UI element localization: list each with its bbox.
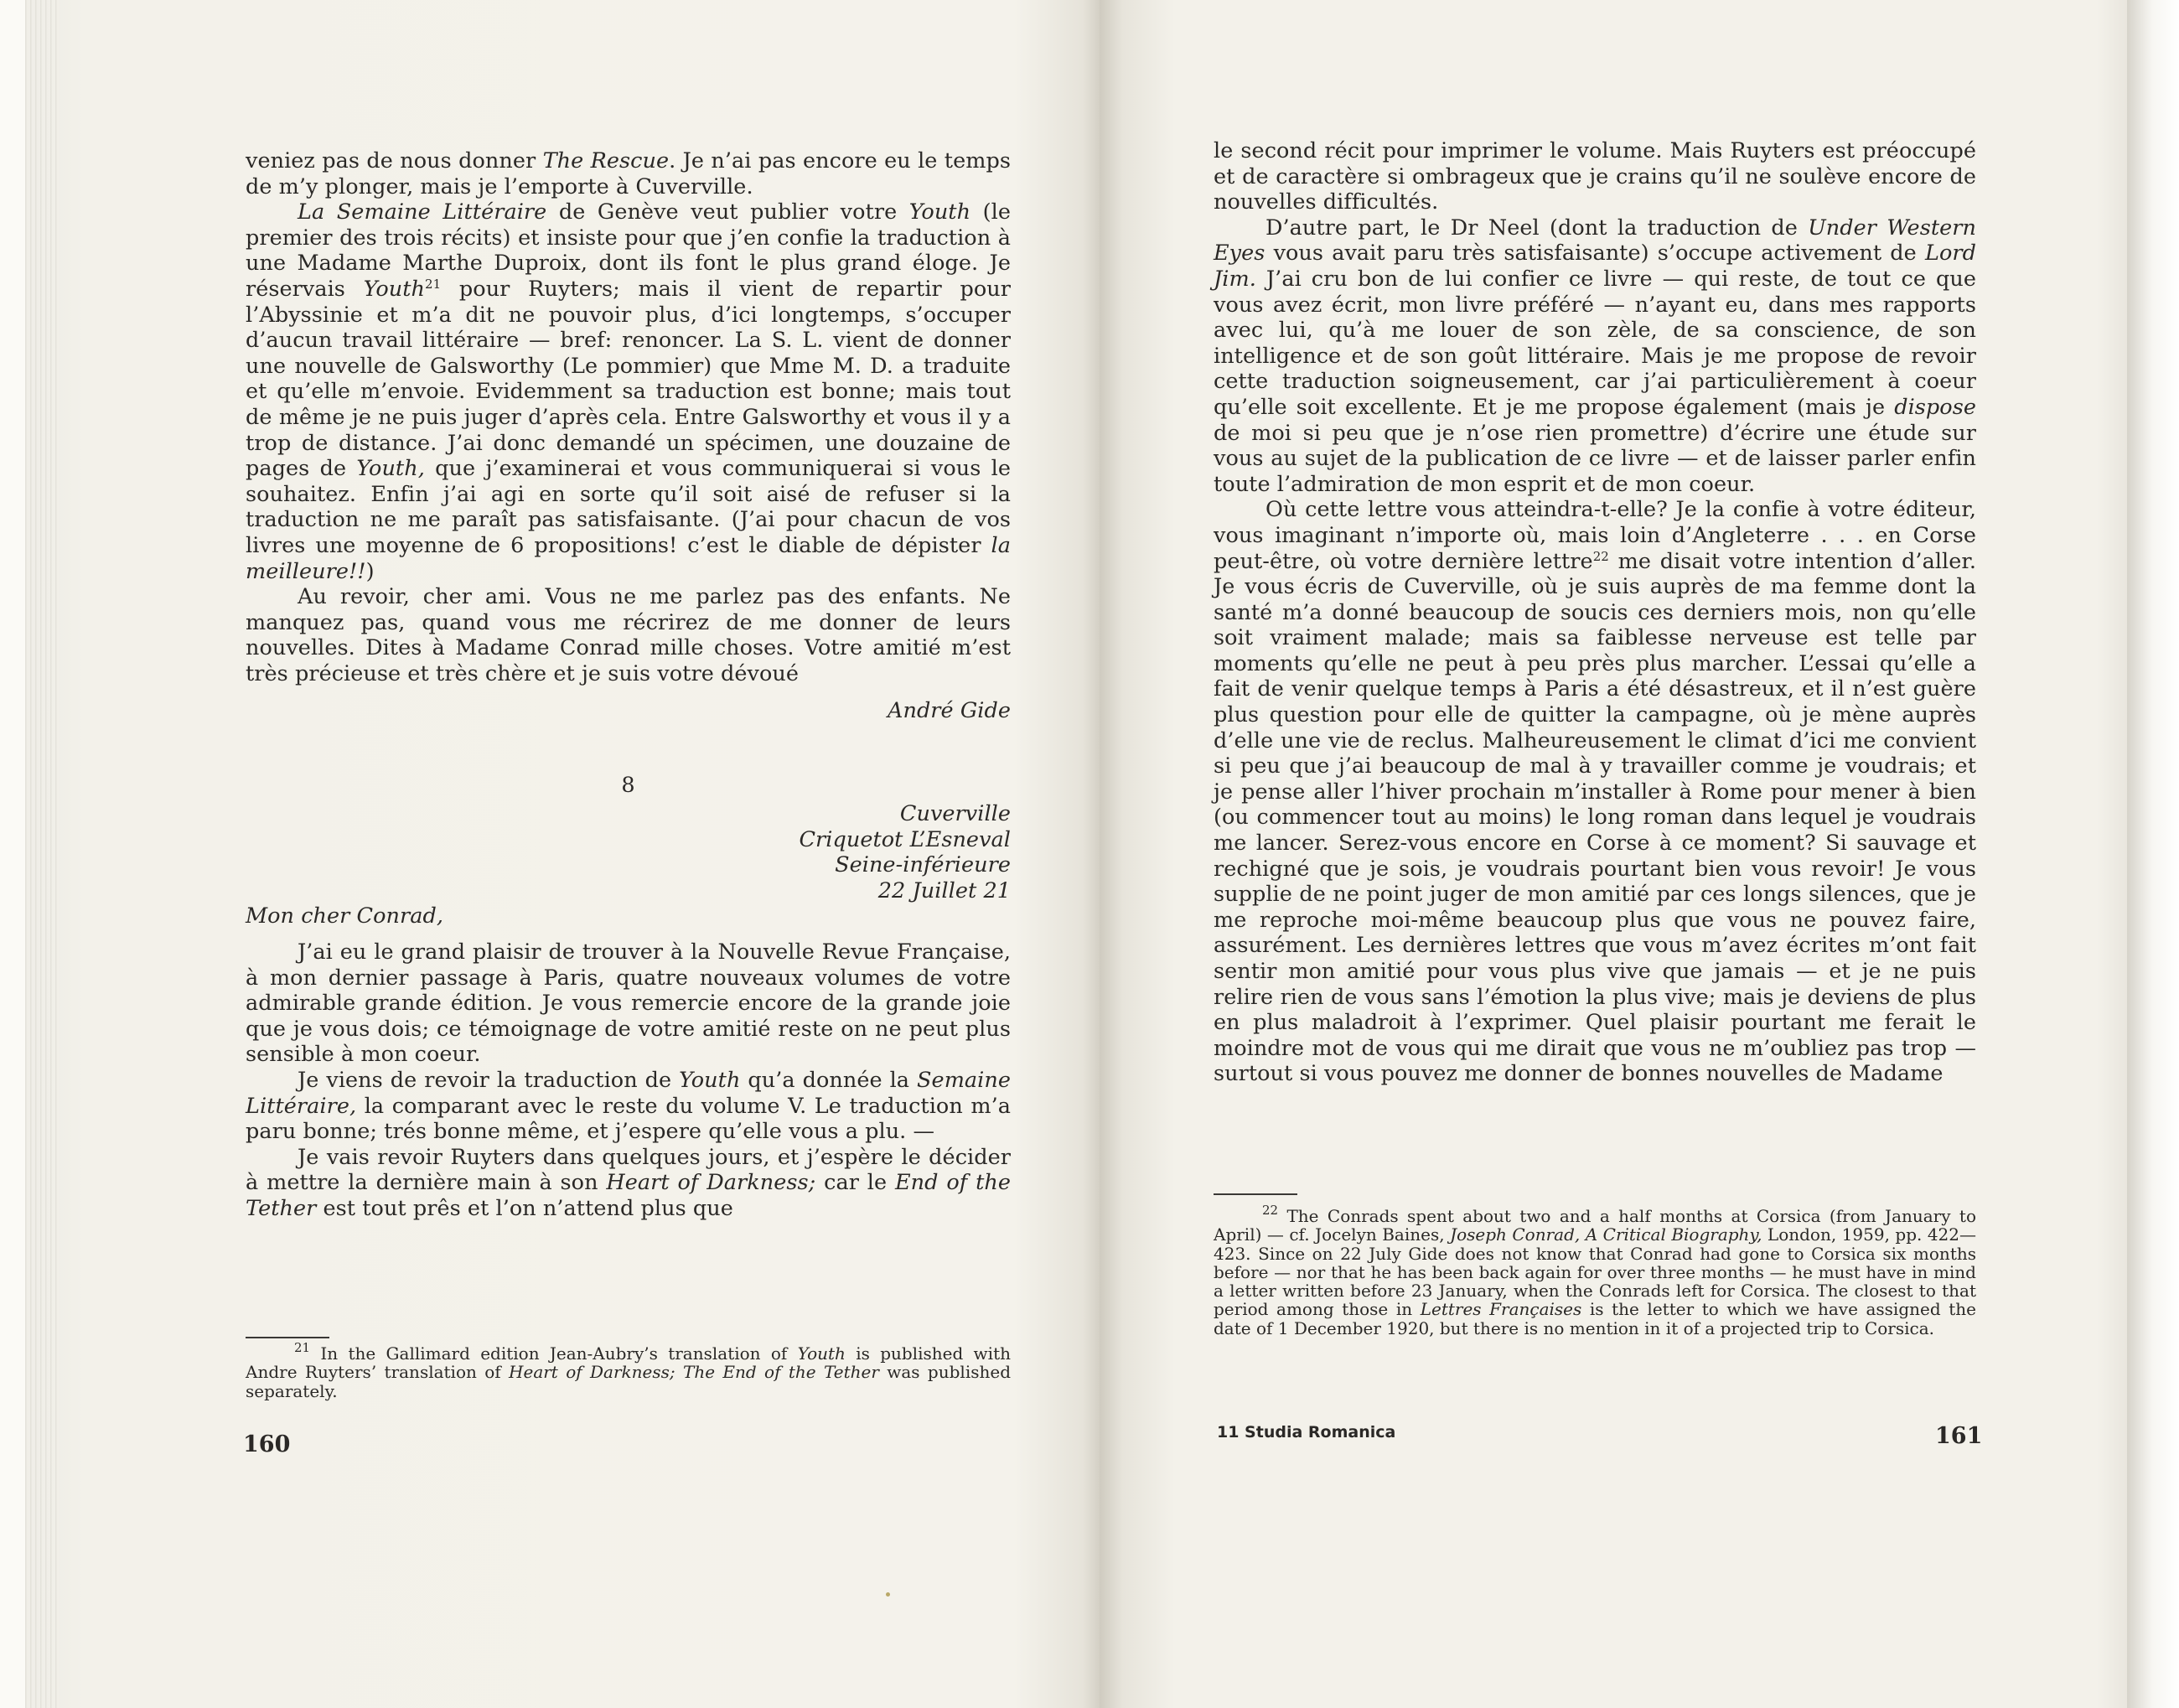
- paragraph: [1214, 497, 1976, 1087]
- footnote-rule: [246, 1337, 329, 1338]
- page-number-right: 161: [1935, 1423, 1983, 1449]
- page-number-left: 160: [243, 1431, 291, 1457]
- paragraph: [246, 939, 1011, 1068]
- text-run: vous avait paru très satisfaisante) s’occupe activement de: [1265, 241, 1925, 267]
- text-run: . Je n’ai pas encore eu le temps de m’y plonger, mais je l’emporte à Cuverville.: [246, 148, 1011, 199]
- italic-text: Heart of Darkness; The End of the Tether: [509, 1362, 879, 1383]
- text-run: me disait votre intention d’aller. Je vous écris de Cuverville, où je suis auprès de ma femme dont la santé m’a donné beaucoup de soucis ces derniers mois, non qu’elle soit vraiment malade; mais sa faiblesse nerveuse est telle par moments qu’elle ne peut à peu près plus marcher. L’essai qu’elle a fait de venir quelque temps à Paris a été désastreux, et il n’est guère plus question pour elle de quitter la campagne, où je mène auprès d’elle une vie de reclus. Malheureusement le climat d’ici me convient si peu que j’ai beaucoup de mal à y travailler comme je voudrais; et je pense aller l’hiver prochain m’installer à Rome pour mener à bien (ou commencer tout au moins) le long roman dans lequel je voudrais me lancer. Serez-vous encore en Corse à ce moment? Si sauvage et rechigné que je sois, je voudrais pourtant bien vous revoir! Je vous supplie de ne point juger de mon amitié par ces longs silences, que je me reproche moi-même beaucoup plus que vous ne pouvez faire, assurément. Les dernières lettres que vous m’avez écrites m’ont fait sentir mon amitié pour vous plus vive que jamais — et je ne puis relire rien de vous sans l’émotion la plus vive; mais je deviens de plus en plus maladroit à l’exprimer. Quel plaisir pourtant me ferait le moindre mot de vous qui me dirait que vous ne m’oubliez pas trop — surtout si vous pouvez me donner de bonnes nouvelles de Madame: [1214, 548, 1976, 1087]
- text-run: ): [365, 558, 375, 584]
- text-run: pour Ruyters; mais il vient de repartir pour l’Abyssinie et m’a dit ne pouvoir plus, d’ici longtemps, s’occuper d’aucun travail littéraire — bref: renoncer. La S. L. vient de donner une nouvelle de Galsworthy (Le pommier) que Mme M. D. a traduite et qu’elle m’envoie. Evidemment sa traduction est bonne; mais tout de même je ne puis juger d’après cela. Entre Galsworthy et vous il y a trop de distance. J’ai donc demandé un spécimen, une douzaine de pages de: [246, 276, 1011, 482]
- printer-signature-mark: 11 Studia Romanica: [1217, 1423, 1396, 1441]
- signature: André Gide: [888, 698, 1011, 724]
- italic-text: Youth,: [356, 456, 425, 482]
- text-run: London, 1959, pp. 422—423. Since on 22 July Gide does not know that Conrad had gone to Corsica six months before — nor that he has been back again for over three months — he must have in mind a letter written before 23 January, when the Conrads left for Corsica. The closest to that period among those in: [1214, 1224, 1977, 1320]
- text-run: de moi si peu que je n’ose rien promettre) d’écrire une étude sur vous au sujet de la publication de ce livre — et de laisser parler enfin toute l’admiration de mon esprit et de mon coeur.: [1214, 420, 1976, 497]
- text-run: is published with Andre Ruyters’ translation of: [246, 1343, 1011, 1383]
- italic-text: Lettres Françaises: [1420, 1299, 1582, 1320]
- text-run: Je vais revoir Ruyters dans quelques jours, et j’espère le décider à mettre la dernière main à son: [246, 1144, 1011, 1196]
- italic-text: Youth: [363, 276, 426, 302]
- italic-text: dispose: [1894, 394, 1976, 420]
- text-run: le second récit pour imprimer le volume. Mais Ruyters est préoccupé et de caractère si ombrageux que je crains qu’il ne soulève encore de nouvelles difficultés.: [1214, 138, 1976, 215]
- footnote-rule: [1214, 1193, 1297, 1195]
- right-paragraphs: [1214, 138, 1976, 1087]
- paragraph: [246, 148, 1011, 199]
- footnote-ref: 21: [425, 276, 442, 292]
- text-run: The Conrads spent about two and a half months at Corsica (from January to April) — cf. Jocelyn Baines,: [1214, 1206, 1976, 1245]
- paragraph: [246, 199, 1011, 584]
- address-line: Cuverville: [899, 801, 1011, 827]
- left-footnote: [246, 1340, 1011, 1401]
- italic-text: Under Western Eyes: [1214, 215, 1976, 267]
- italic-text: End of the Tether: [246, 1170, 1012, 1221]
- footnote-21: [246, 1340, 1011, 1401]
- text-run: Je viens de revoir la traduction de: [298, 1068, 680, 1093]
- left-body-text: [246, 148, 1011, 1222]
- paragraph: [246, 1145, 1011, 1222]
- left-paragraphs-bottom: [246, 939, 1011, 1222]
- text-run: is the letter to which we have assigned the date of 1 December 1920, but there is no mention in it of a projected trip to Corsica.: [1214, 1299, 1976, 1338]
- text-run: qu’a donnée la: [740, 1068, 918, 1093]
- italic-text: La Semaine Littéraire: [298, 199, 547, 225]
- italic-text: Semaine Littéraire,: [246, 1068, 1011, 1119]
- paper-speck: [886, 1592, 890, 1597]
- right-body-text: [1214, 138, 1976, 1087]
- italic-text: Youth: [797, 1343, 846, 1364]
- text-run: D’autre part, le Dr Neel (dont la traduction de: [1265, 215, 1809, 241]
- text-run: que j’examinerai et vous communiquerai si vous le souhaitez. Enfin j’ai agi en sorte qu’il soit aisé de refuser si la traduction ne me paraît pas satisfaisante. (J’ai pour chacun de vos livres une moyenne de 6 propositions! c’est le diable de dépister: [246, 456, 1011, 558]
- italic-text: Lord Jim.: [1214, 241, 1976, 292]
- text-run: Où cette lettre vous atteindra-t-elle? Je la confie à votre éditeur, vous imaginant n’importe où, mais loin d’Angleterre . . . en Corse peut-être, où votre dernière lettre: [1214, 497, 1976, 574]
- italic-text: Youth: [679, 1068, 741, 1093]
- text-run: de Genève veut publier votre: [546, 199, 909, 225]
- page-edges: [25, 0, 59, 1708]
- text-run: Au revoir, cher ami. Vous ne me parlez pas des enfants. Ne manquez pas, quand vous me récrirez de me donner de leurs nouvelles. Dites à Madame Conrad mille choses. Votre amitié m’est très précieuse et très chère et je suis votre dévoué: [246, 584, 1011, 686]
- paragraph: [1214, 215, 1976, 498]
- text-run: la comparant avec le reste du volume V. Le traduction m’a paru bonne; trés bonne même, et j’espere qu’elle vous a plu. —: [246, 1093, 1011, 1145]
- text-run: est tout prês et l’on n’attend plus que: [316, 1195, 733, 1221]
- text-run: was published separately.: [246, 1362, 1011, 1401]
- italic-text: The Rescue: [542, 148, 670, 173]
- footnote-ref: 21: [294, 1340, 311, 1355]
- scan-edge: [2127, 0, 2179, 1708]
- italic-text: Heart of Darkness;: [606, 1170, 816, 1196]
- left-paragraphs-top: [246, 148, 1011, 686]
- text-run: veniez pas de nous donner: [246, 148, 543, 173]
- footnote-ref: 22: [1592, 548, 1609, 564]
- address-line: Criquetot L’Esneval: [799, 826, 1011, 852]
- text-run: In the Gallimard edition Jean-Aubry’s translation of: [310, 1343, 798, 1364]
- footnote-ref: 22: [1262, 1203, 1279, 1218]
- letter-address: [246, 801, 1011, 903]
- salutation: Mon cher Conrad,: [246, 903, 443, 929]
- text-run: (le premier des trois récits) et insiste pour que j’en confie la traduction à une Madame Marthe Duproix, dont ils font le plus grand éloge. Je réservais: [246, 199, 1011, 302]
- text-run: J’ai eu le grand plaisir de trouver à la Nouvelle Revue Française, à mon dernier passage à Paris, quatre nouveaux volumes de votre admirable grande édition. Je vous remercie encore de la grande joie que je vous dois; ce témoignage de votre amitié reste on ne peut plus sensible à mon coeur.: [246, 939, 1011, 1068]
- letter-date: 22 Juillet 21: [877, 877, 1011, 903]
- paragraph: [246, 584, 1011, 686]
- italic-text: la meilleure!!: [246, 532, 1011, 584]
- paragraph: [246, 1068, 1011, 1145]
- text-run: car le: [815, 1170, 895, 1196]
- italic-text: Joseph Conrad, A Critical Biography,: [1450, 1224, 1762, 1245]
- text-run: J’ai cru bon de lui confier ce livre — qui reste, de tout ce que vous avez écrit, mon livre préféré — n’ayant eu, dans mes rapports avec lui, qu’à me louer de son zèle, de sa conscience, de son intelligence et de son goût littéraire. Mais je me propose de revoir cette traduction soigneusement, car j’ai particulièrement à coeur qu’elle soit excellente. Et je me propose également (mais je: [1214, 266, 1976, 420]
- right-footnote: [1214, 1203, 1977, 1338]
- letter-number: 8: [621, 773, 635, 799]
- paragraph: [1214, 138, 1976, 215]
- address-line: Seine-inférieure: [835, 852, 1011, 878]
- italic-text: Youth: [908, 199, 971, 225]
- footnote-22: [1214, 1203, 1977, 1338]
